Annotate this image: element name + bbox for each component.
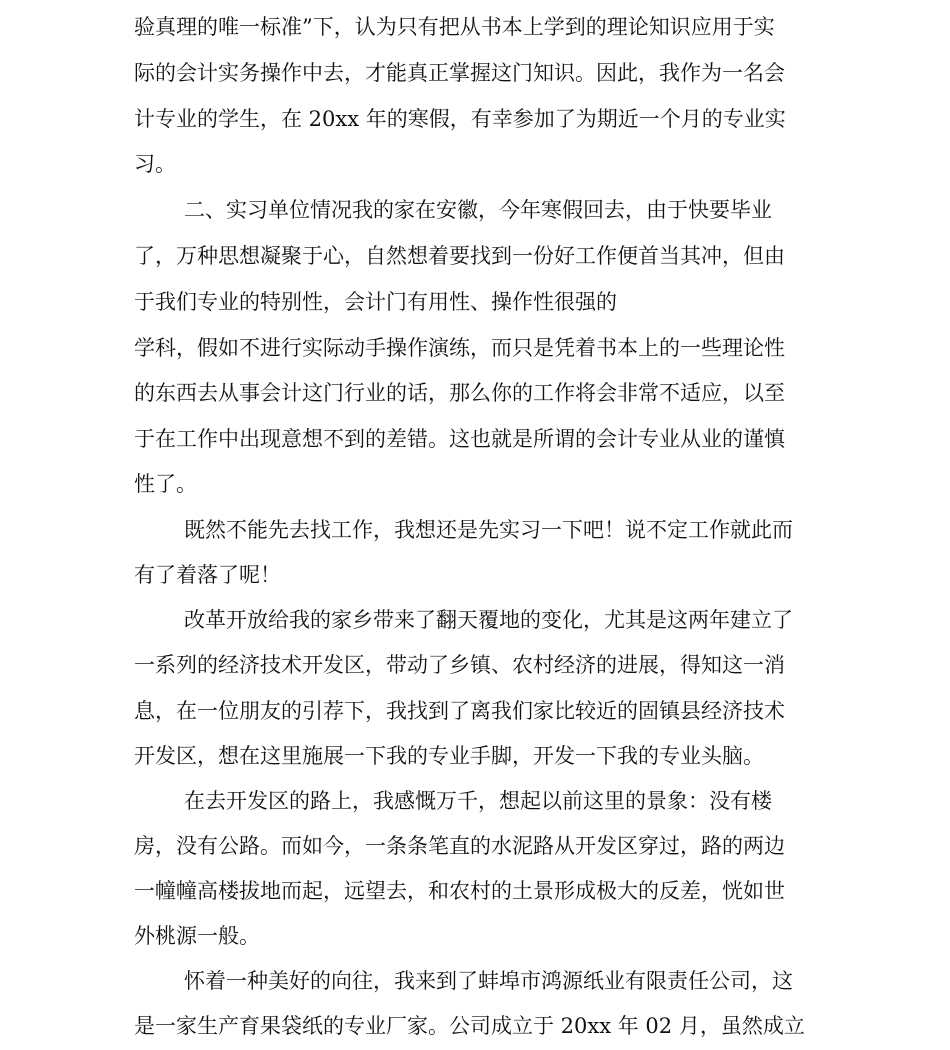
text-line: 有了着落了呢！ xyxy=(134,563,281,587)
paragraph-first-line: 改革开放给我的家乡带来了翻天覆地的变化，尤其是这两年建立了 xyxy=(184,608,793,632)
text-line: 一系列的经济技术开发区，带动了乡镇、农村经济的进展，得知这一消 xyxy=(134,653,785,677)
text-line: 是一家生产育果袋纸的专业厂家。公司成立于 20xx 年 02 月，虽然成立 xyxy=(134,1014,805,1038)
text-line: 外桃源一般。 xyxy=(134,924,260,948)
text-line: 于在工作中出现意想不到的差错。这也就是所谓的会计专业从业的谨慎 xyxy=(134,427,785,451)
text-line: 息，在一位朋友的引荐下，我找到了离我们家比较近的固镇县经济技术 xyxy=(134,699,785,723)
text-line: 习。 xyxy=(134,152,176,176)
text-line: 房，没有公路。而如今，一条条笔直的水泥路从开发区穿过，路的两边 xyxy=(134,834,785,858)
paragraph-first-line: 怀着一种美好的向往，我来到了蚌埠市鸿源纸业有限责任公司，这 xyxy=(184,969,793,993)
paragraph-first-line: 既然不能先去找工作，我想还是先实习一下吧！说不定工作就此而 xyxy=(184,518,793,542)
paragraph-first-line: 二、实习单位情况我的家在安徽，今年寒假回去，由于快要毕业 xyxy=(184,198,772,222)
text-line: 验真理的唯一标准”下，认为只有把从书本上学到的理论知识应用于实 xyxy=(134,15,775,39)
paragraph-first-line: 在去开发区的路上，我感慨万千，想起以前这里的景象：没有楼 xyxy=(184,789,772,813)
text-line: 的东西去从事会计这门行业的话，那么你的工作将会非常不适应，以至 xyxy=(134,381,785,405)
text-line: 于我们专业的特别性，会计门有用性、操作性很强的 xyxy=(134,290,617,314)
text-line: 学科，假如不进行实际动手操作演练，而只是凭着书本上的一些理论性 xyxy=(134,336,785,360)
text-line: 计专业的学生，在 20xx 年的寒假，有幸参加了为期近一个月的专业实 xyxy=(134,107,786,131)
text-line: 际的会计实务操作中去，才能真正掌握这门知识。因此，我作为一名会 xyxy=(134,61,785,85)
text-line: 性了。 xyxy=(134,472,197,496)
text-line: 一幢幢高楼拔地而起，远望去，和农村的土景形成极大的反差，恍如世 xyxy=(134,879,785,903)
text-line: 开发区，想在这里施展一下我的专业手脚，开发一下我的专业头脑。 xyxy=(134,744,764,768)
text-line: 了，万种思想凝聚于心，自然想着要找到一份好工作便首当其冲，但由 xyxy=(134,244,785,268)
